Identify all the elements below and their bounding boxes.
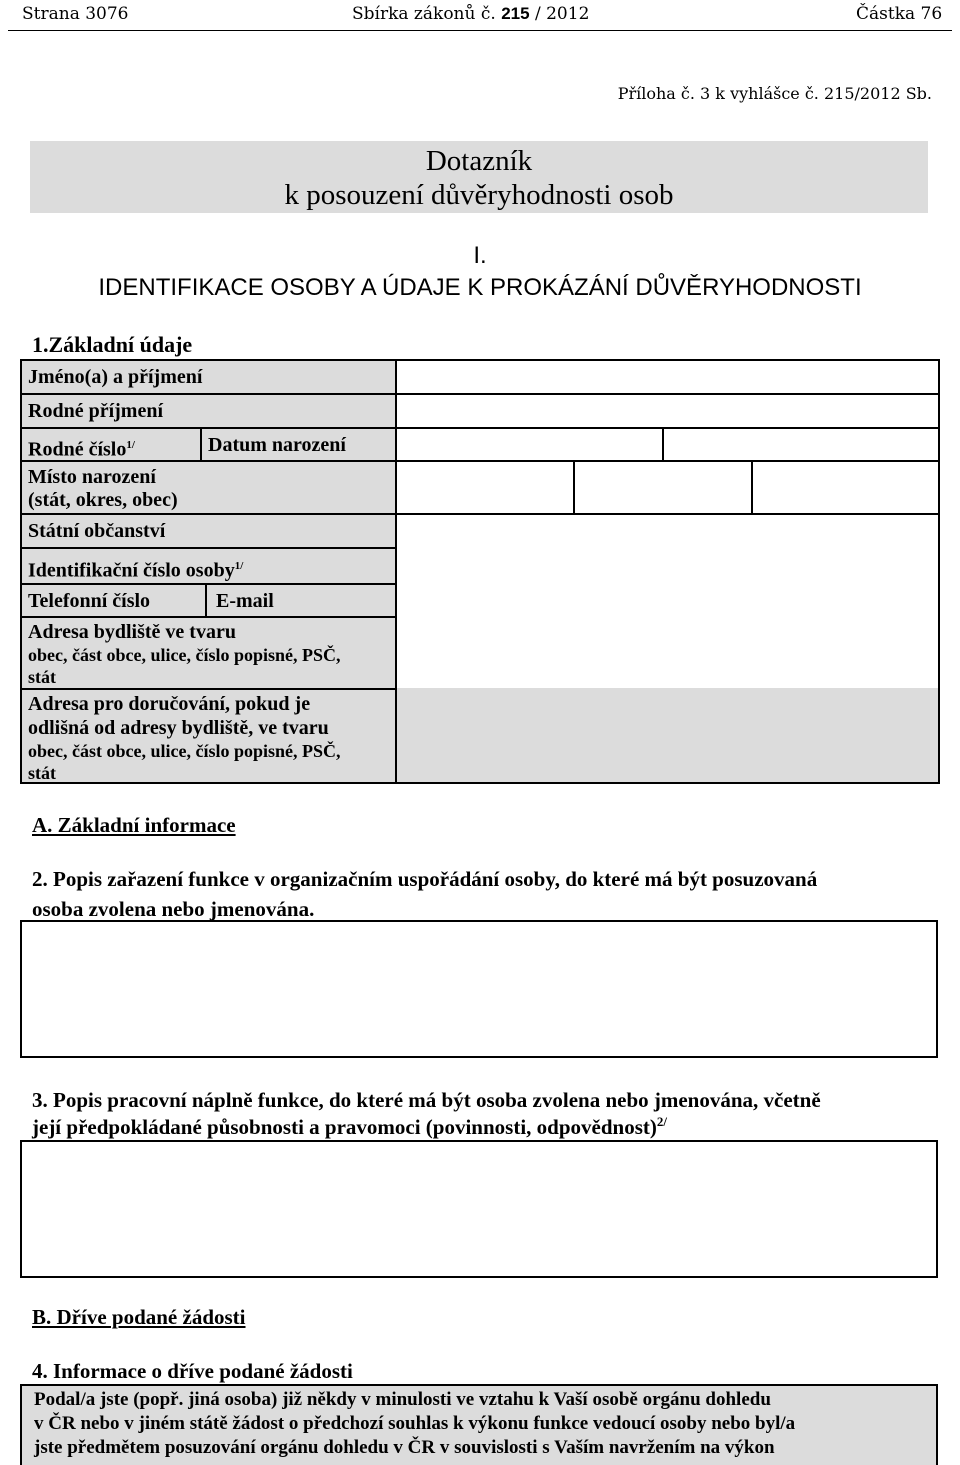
row-divider xyxy=(20,583,397,585)
row-divider xyxy=(20,688,397,690)
section-title: IDENTIFIKACE OSOBY A ÚDAJE K PROKÁZÁNÍ DŮVĚRYHODNOSTI xyxy=(98,274,862,301)
col-divider xyxy=(200,427,202,462)
header-rule xyxy=(8,30,952,31)
footnote-ref: 1/ xyxy=(126,439,135,451)
footnote-ref: 2/ xyxy=(656,1114,667,1129)
birth-surname-label: Rodné příjmení xyxy=(28,400,163,422)
basic-data-heading: 1.Základní údaje xyxy=(32,332,193,357)
name-field[interactable] xyxy=(397,361,938,393)
page-header xyxy=(0,0,960,30)
birth-date-label: Datum narození xyxy=(208,434,346,456)
name-label: Jméno(a) a příjmení xyxy=(28,366,203,388)
birth-place-hint: (stát, okres, obec) xyxy=(28,489,178,511)
delivery-hint: obec, část obce, ulice, číslo popisné, PSČ, xyxy=(28,741,341,761)
row-divider xyxy=(20,393,397,395)
birth-town-field[interactable] xyxy=(753,462,938,513)
question-3: 3. Popis pracovní náplně funkce, do které má být osoba zvolena nebo jmenována, včetně xyxy=(32,1088,821,1112)
residence-label: Adresa bydliště ve tvaru xyxy=(28,621,236,643)
footnote-ref: 1/ xyxy=(234,560,244,572)
birth-place-label: Místo narození xyxy=(28,466,156,488)
birth-district-field[interactable] xyxy=(575,462,751,513)
section-a-heading: A. Základní informace xyxy=(32,813,236,837)
birth-number-label: Rodné číslo$^{1/}$ xyxy=(28,438,135,461)
birth-date-field[interactable] xyxy=(664,429,938,460)
part-number: Částka 76 xyxy=(856,4,943,24)
question-4-text-3: jste předmětem posuzování orgánu dohledu v ČR v souvislosti s Vaším navržením na výkon xyxy=(34,1437,775,1458)
question-4-text-2: v ČR nebo v jiném státě žádost o předchozí souhlas k výkonu funkce vedoucí osoby nebo byl/a xyxy=(34,1413,796,1434)
birth-surname-field[interactable] xyxy=(397,395,938,427)
title-line-1: Dotazník xyxy=(425,145,533,177)
delivery-address-field[interactable] xyxy=(397,688,938,782)
question-4-box xyxy=(20,1384,938,1465)
residence-hint-2: stát xyxy=(28,667,56,687)
question-2: 2. Popis zařazení funkce v organizačním uspořádání osoby, do které má být posuzovaná xyxy=(32,867,818,891)
delivery-hint-2: stát xyxy=(28,763,56,783)
title-line-2: k posouzení důvěryhodnosti osob xyxy=(284,179,674,211)
question-4-text-1: Podal/a jste (popř. jiná osoba) již někdy v minulosti ve vztahu k Vaší osobě orgánu dohledu xyxy=(34,1389,771,1410)
question-3-cont: její předpokládané působnosti a pravomoci (povinnosti, odpovědnost)$^{2/}$ xyxy=(32,1114,667,1139)
id-number-label: Identifikační číslo osoby$^{1/}$ xyxy=(28,559,244,582)
row-divider xyxy=(20,427,397,429)
question-2-cont: osoba zvolena nebo jmenována. xyxy=(32,897,315,921)
row-divider xyxy=(20,616,397,618)
delivery-label-2: odlišná od adresy bydliště, ve tvaru xyxy=(28,717,329,739)
annex-reference: Příloha č. 3 k vyhlášce č. 215/2012 Sb. xyxy=(617,84,932,103)
phone-label: Telefonní číslo xyxy=(28,590,151,612)
section-number: I. xyxy=(473,242,487,269)
collection-label: Sbírka zákonů č. 215 / 2012 xyxy=(352,4,590,24)
citizenship-label: Státní občanství xyxy=(28,520,166,542)
col-divider xyxy=(205,583,207,618)
contact-fields[interactable] xyxy=(397,515,938,685)
email-label: E-mail xyxy=(216,590,274,612)
question-2-answer[interactable] xyxy=(20,920,938,1058)
question-3-answer[interactable] xyxy=(20,1140,938,1278)
title-box xyxy=(30,141,928,213)
delivery-label: Adresa pro doručování, pokud je xyxy=(28,693,311,715)
row-divider xyxy=(20,547,397,549)
section-b-heading: B. Dříve podané žádosti xyxy=(32,1305,246,1329)
question-4: 4. Informace o dříve podané žádosti xyxy=(32,1359,353,1383)
page-number: Strana 3076 xyxy=(22,4,129,24)
residence-hint: obec, část obce, ulice, číslo popisné, PSČ, xyxy=(28,645,341,665)
collection-number: 215 xyxy=(501,4,530,23)
birth-number-field[interactable] xyxy=(397,429,662,460)
row-divider xyxy=(20,513,397,515)
birth-country-field[interactable] xyxy=(397,462,573,513)
